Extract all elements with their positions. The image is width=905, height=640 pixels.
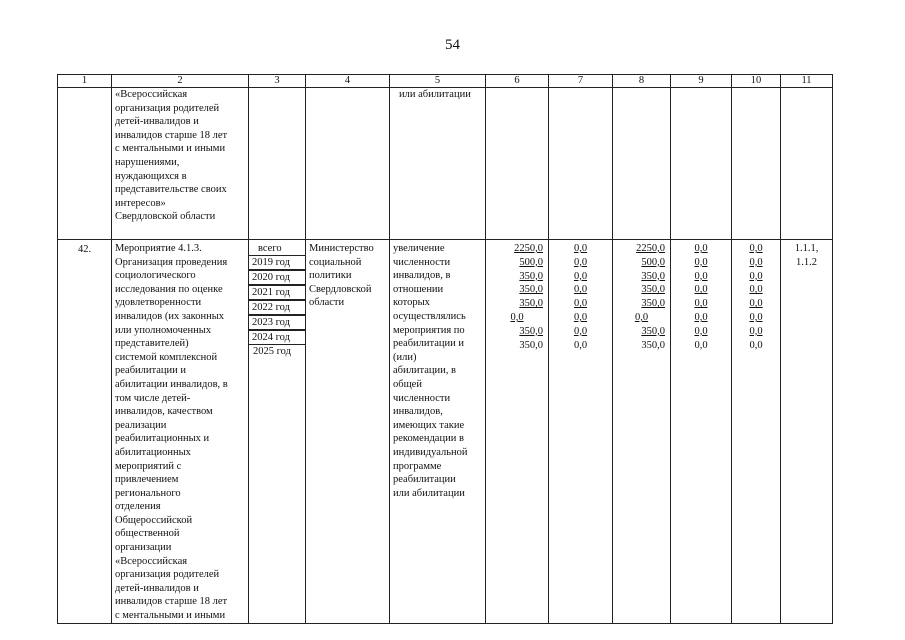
value: 0,0 — [694, 270, 708, 282]
value: 0,0 — [749, 339, 763, 351]
column-header: 4 — [306, 75, 390, 88]
text-line: реализации — [115, 419, 167, 431]
text-line: организации — [115, 542, 172, 554]
column-header: 9 — [671, 75, 732, 88]
text-line: мероприятия по — [393, 324, 465, 336]
text-line: абилитации инвалидов, в — [115, 378, 228, 390]
year-cell — [249, 88, 306, 240]
column-header: 6 — [486, 75, 549, 88]
value: 350,0 — [519, 298, 543, 310]
text-line: программе — [393, 460, 442, 472]
value: 500,0 — [519, 256, 543, 268]
text-line: Мероприятие 4.1.3. — [115, 243, 202, 254]
page-number: 54 — [445, 37, 460, 53]
value-cell — [781, 88, 833, 240]
funding-federal-column — [549, 240, 613, 624]
value: 0,0 — [749, 284, 763, 296]
value-cell — [486, 88, 549, 240]
text-line: рекомендации в — [393, 433, 464, 445]
value: 350,0 — [519, 339, 543, 351]
text-line: исследования по оценке — [115, 283, 223, 295]
text-line: инвалидов, в — [393, 270, 451, 282]
program-table — [57, 74, 833, 624]
value: 0,0 — [634, 311, 649, 323]
indicator-cell — [390, 88, 486, 240]
text-line: реабилитации и — [393, 338, 464, 350]
value: 0,0 — [573, 325, 588, 337]
text-line: или абилитации — [399, 89, 471, 100]
year-label: 2019 год — [248, 255, 306, 270]
executor-cell — [306, 88, 390, 240]
column-header: 10 — [732, 75, 781, 88]
text-line: нуждающихся в — [115, 170, 187, 182]
text-line: которых — [393, 297, 430, 309]
year-label: 2024 год — [248, 330, 306, 345]
text-line: «Всероссийская — [115, 89, 188, 100]
value: 350,0 — [641, 284, 665, 296]
text-line: области — [309, 297, 345, 309]
value: 0,0 — [749, 311, 763, 323]
value: 350,0 — [641, 325, 665, 337]
text-line: численности — [393, 392, 451, 404]
year-label: 2021 год — [248, 285, 306, 300]
value: 0,0 — [749, 243, 763, 254]
column-header: 8 — [613, 75, 671, 88]
text-line: социологического — [115, 270, 196, 282]
value-cell — [549, 88, 613, 240]
text-line: с ментальными и иными — [115, 610, 226, 622]
goal-reference-cell — [781, 240, 833, 624]
text-line: детей-инвалидов и — [115, 582, 199, 594]
column-header: 7 — [549, 75, 613, 88]
text-line: общей — [393, 378, 422, 390]
text-line: Организация проведения — [115, 256, 228, 268]
text-line: или абилитации — [393, 487, 465, 499]
text-line: инвалидов, — [393, 406, 443, 418]
value: 0,0 — [694, 311, 708, 323]
text-line: нарушениями, — [115, 156, 180, 168]
column-header: 3 — [249, 75, 306, 88]
value: 0,0 — [573, 311, 588, 323]
value: 0,0 — [573, 256, 588, 268]
text-line: абилитационных — [115, 446, 191, 458]
text-line: реабилитационных и — [115, 433, 210, 445]
column-number-row — [58, 75, 833, 88]
value: 0,0 — [694, 284, 708, 296]
value: 0,0 — [749, 298, 763, 310]
column-header: 5 — [390, 75, 486, 88]
value: 0,0 — [573, 298, 588, 310]
text-line: социальной — [309, 256, 362, 268]
text-line: мероприятий с — [115, 460, 182, 472]
value: 2250,0 — [636, 243, 665, 254]
text-line: системой комплексной — [115, 351, 218, 363]
value: 0,0 — [573, 270, 588, 282]
text-line: Министерство — [309, 243, 374, 254]
text-line: увеличение — [393, 243, 445, 254]
text-line: (или) — [393, 351, 417, 363]
year-label: всего — [258, 243, 282, 254]
text-line: имеющих такие — [393, 419, 465, 431]
value: 0,0 — [573, 339, 588, 351]
value-cell — [613, 88, 671, 240]
text-line: Свердловской — [309, 283, 372, 295]
value: 350,0 — [641, 298, 665, 310]
value: 0,0 — [694, 339, 708, 351]
text-line: том числе детей- — [115, 392, 191, 404]
text-line: индивидуальной — [393, 446, 468, 458]
value-cell — [732, 88, 781, 240]
text-line: с ментальными и иными — [115, 143, 226, 155]
value: 0,0 — [694, 298, 708, 310]
measure-description-cell — [112, 88, 249, 240]
text-line: привлечением — [115, 474, 179, 486]
value: 0,0 — [749, 325, 763, 337]
funding-regional-column — [613, 240, 671, 624]
value: 0,0 — [749, 270, 763, 282]
value-cell — [671, 88, 732, 240]
goal-reference: 1.1.1, — [794, 243, 819, 254]
text-line: детей-инвалидов и — [115, 116, 199, 128]
table-row-continuation — [58, 88, 833, 240]
text-line: отделения — [115, 501, 161, 513]
value: 0,0 — [573, 284, 588, 296]
text-line: отношении — [393, 283, 444, 295]
row-number-cell — [58, 88, 112, 240]
text-line: абилитации, в — [393, 365, 456, 377]
measure-description-cell — [112, 240, 249, 624]
text-line: инвалидов (их законных — [115, 310, 225, 322]
column-header: 11 — [781, 75, 833, 88]
value: 350,0 — [641, 270, 665, 282]
text-line: Свердловской области — [115, 211, 216, 223]
text-line: организация родителей — [115, 102, 220, 114]
text-line: представительстве своих — [115, 184, 227, 196]
indicator-cell — [390, 240, 486, 624]
table-row-42 — [58, 240, 833, 624]
year-cell — [249, 240, 306, 624]
text-line: организация родителей — [115, 569, 220, 581]
value: 0,0 — [573, 243, 588, 254]
year-label: 2022 год — [248, 300, 306, 315]
text-line: реабилитации — [393, 474, 456, 486]
funding-total-column — [486, 240, 549, 624]
value: 0,0 — [510, 311, 524, 323]
column-header: 1 — [58, 75, 112, 88]
value: 350,0 — [519, 284, 543, 296]
text-line: регионального — [115, 487, 181, 499]
text-line: инвалидов старше 18 лет — [115, 129, 228, 141]
text-line: инвалидов старше 18 лет — [115, 596, 228, 608]
row-number-cell: 42. — [58, 240, 112, 624]
value: 2250,0 — [514, 243, 543, 254]
year-label: 2020 год — [248, 270, 306, 285]
funding-extrabudgetary-column — [732, 240, 781, 624]
text-line: общественной — [115, 528, 180, 540]
value: 0,0 — [694, 256, 708, 268]
value: 350,0 — [641, 339, 665, 351]
value: 350,0 — [519, 270, 543, 282]
year-label: 2025 год — [253, 346, 291, 357]
text-line: интересов» — [115, 197, 166, 209]
column-header: 2 — [112, 75, 249, 88]
text-line: удовлетворенности — [115, 297, 202, 309]
funding-local-column — [671, 240, 732, 624]
text-line: представителей) — [115, 338, 189, 350]
text-line: «Всероссийская — [115, 555, 188, 567]
value: 0,0 — [694, 243, 708, 254]
year-label: 2023 год — [248, 315, 306, 330]
text-line: реабилитации и — [115, 365, 186, 377]
text-line: инвалидов, качеством — [115, 406, 213, 418]
text-line: Общероссийской — [115, 514, 193, 526]
value: 350,0 — [519, 325, 543, 337]
executor-cell — [306, 240, 390, 624]
value: 0,0 — [749, 256, 763, 268]
value: 0,0 — [694, 325, 708, 337]
value: 500,0 — [641, 256, 665, 268]
text-line: или уполномоченных — [115, 324, 212, 336]
goal-reference: 1.1.2 — [796, 256, 817, 268]
text-line: политики — [309, 270, 352, 282]
text-line: осуществлялись — [393, 310, 466, 322]
text-line: численности — [393, 256, 451, 268]
